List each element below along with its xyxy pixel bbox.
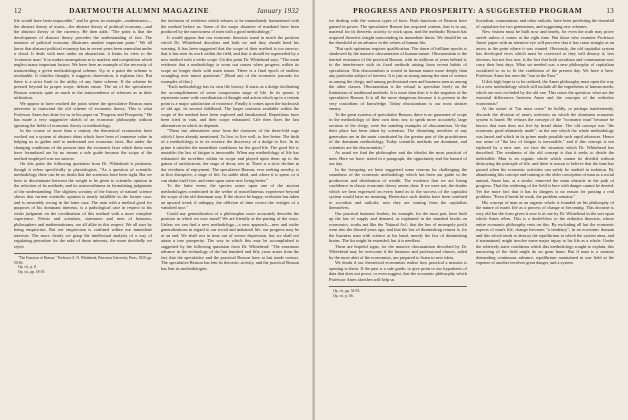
paragraph: If this high hope is to be realized, the Ames philosophy must open the way for a new methodology which will include all the ingredients of human needs, which are now excluded by the old one. This raises the question: what are the essential differences between Ames and the concepts of the orthodox economists? <box>476 78 614 106</box>
paragraph: New visions must be built now and timely, for even the truth may prove sterile unless it comes at the right time. But those who examine Professor Ames' paper with an attentive eye will perceive that it has come straight as an arrow to the point where it was wanted. Obviously, the old capitalist system has developed vices which must be corrected or they will destroy it; less obvious, but not less true, is the fact that both socialism and communism now carry their best days. What we needed was a new philosophy of capitalism socialized so as to fit the conditions of the present day. We have it here. Professor Ames has seen the "star in the East." <box>476 29 614 78</box>
footnotes <box>329 286 467 298</box>
paragraph: At the outset of "his must cease" he boldly, or perhaps inadvertently, discards the division of man's activities on which the dominant economic system is based. He refuses the concept of the "economic man" because he knows that man does not live by bread alone. The old concept was "the economic good ultimately made"; as the one which the whole methodology was based and which in its prime made possible such rapid advances. Hence our sense of "the law of fatigue is inexorable," and if this concept is not replaced by a new one, we face the situation which Dr. Whitehead has described. The weakness of the old concept is that it seeks to divide the indivisible. Man is an organic whole which cannot be divided without destroying the principle of life, and there is reason to believe that the time has passed when his economic activities can safely be studied in isolation. By abandoning this concept and turning to the older conception of man as a social animal, Ames has, at a stroke, removed the main obstacle in the path of progress. That this widening of the field is here with danger cannot be denied. Yet the more fact that it has its dangers is no reason for passing a real problem. "Even if heeds be weak, the problem remains." <box>476 106 614 199</box>
left-page <box>0 0 313 420</box>
paragraph: On this point the following quotation from Dr. Whitehead is pertinent, though it refers specifically to physiologists. "As a question of scientific methodology there can be no doubt that the scientists have been right. But we have to discriminate between the weight to be given to scientific opinion in the selection of its methods, and its trustworthiness in formulating judgments of the understanding. The slightest scrutiny of the history of natural science shows that current scientific opinion is nearly infallible in the former case, and is invariably wrong in the latter case. The man with a method good for purposes of his dominant interests, is a pathological case in respect to his wider judgment on the coordination of this method with a more complete experience. Priests and scientists, statesmen and men of business, philosophers and mathematicians, are all alike in this respect. We all start by being empiricists. But our empiricism is confined within our immediate interests. The more clearly we grasp the intellectual analysis of a way of regulating procedure for the sake of those interests, the more decidedly we reject <box>14 161 152 249</box>
paragraph: We appear to have reached the point where the speculative Reason must intervene to transcend the old scheme of economic theory. This is what Professor Ames has done for us in his paper on "Progress and Prosperity." He has made a very suggestive sketch of an economic philosophy without ignoring the fields of economic theory or methodology. <box>14 100 152 128</box>
right-column-2 <box>476 18 614 414</box>
paragraph: It would appear that our economic theorists stand in much the position which Dr. Whitehead describes and both we and they should heed his warning. It has been suggested that the scope of their method is too narrow; that it has seen its work within the field, and that it should be superseded by a new method with a wider scope. On this point Dr. Whitehead says: "The main evidence that a methodology is worn out comes when progress within its scope no longer deals with main issues. There is a final epoch of endless wrangling over minor questions." (Read any of the economic journals for examples of this.) <box>161 34 299 84</box>
footnote: "The Function of Reason," Professor A. N. Whitehead, Princeton University Press, 1929, pp. 50-60. <box>14 256 152 265</box>
paragraph: Socialism, communism, and other radicals, have been predicting the downfall of capitalism for two generations, and suggesting new schemes. <box>476 18 614 29</box>
left-column-2 <box>161 18 299 414</box>
paragraph: life would have been impossible," and he gives an example—mathematics—the abstract theory of music—the abstract theory of political economy—and the abstract theory of the currency. He then adds: "The point is that the development of abstract theory precedes the understanding of fact. The instance of political economy illustrates another important point." We all know that abstract political economy has in recent years been somewhat under a cloud. It deals with men under an abstraction; it limits its view to the 'economic man.' It so makes assumptions as to markets and competition which neglect many important factors. We have here an example of the necessity of transcending a given methodological scheme. Up to a point the scheme is invaluable. It clarifies thought, it suggests observation, it explains fact. But there is a strict limit to the utility of any finite scheme. If the scheme be pressed beyond its proper scope, defeats ensue. The art of the speculative Reason consists quite as much in the transcendence of schemes as in their utilization. <box>14 18 152 100</box>
paragraph: "Each methodology has its own life history. It starts as a dodge facilitating the accomplishment of some conspicuous stage of life. In its prime, it represents some wide coordination of thought and action which up to a certain point is a major satisfaction of existence. Finally it comes upon the backwash of old age, its second childhood. The larger contrasts available within the scope of the method have been explored and familiarized. Repetitions have been tried in vain, and their scope exhausted. Life then faces the last alternatives in which its depends. <box>161 84 299 128</box>
left-column-1 <box>14 18 152 414</box>
right-page-columns <box>329 18 614 414</box>
paragraph: "These last alternatives arise from the character of the three-fold urge which I have already mentioned. To live, to live well, to live better. The birth of a methodology is in its essence the discovery of a dodge to live. In its prime it satisfies the immediate conditions for the good life. The good life is unstable; the law of fatigue is inexorable. When any methodology of life has exhausted the novelties within its scope and played upon them up to the gamut of satisfactions, the stage of decay sets in. There is a slow decline in the vividness of enjoyment. The speculative Reason, ever seeking novelty, is at first disruptive, a stage of life. Its stable ideal, and where it is spent, or it can shake itself free, and enter upon some new living better." <box>161 128 299 183</box>
paragraph: Our practical business leaders, for example, for the most part, have built up the law of supply and demand, as explained in the standard books on economics, works not like the 'Natural Act'; that the law of monopoly profit went into the discard years ago; and that the law of diminishing returns is, for the business man with science at his hand, merely the law of diminishing brains. The list might be extended, but it is needless. <box>329 210 467 243</box>
running-title: PROGRESS AND PROSPERITY: A SUGGESTED PROGRAM <box>353 6 583 15</box>
right-column-1 <box>329 18 467 414</box>
left-page-columns <box>14 18 299 414</box>
paragraph: for dealing with the various types of facts. Both functions of Reason have gained in power. The speculative Reason has acquired content, that is to say, material for its theoretic activity to work upon, and the methodic Reason has acquired theoretic insight transcending its immediate limits. We should be on the threshold of an advance in the values of human life. <box>329 18 467 45</box>
paragraph: To the latter event, the species raises upon one of the ancient methodologies coniferated in the welter of miscellaneous experience beyond the scope of the old dominant way. If the choice be happy, evolution has taken an upward trend; if unhappy, the oblivion of time covers the vestiges of a vanished race." <box>161 183 299 210</box>
right-page <box>315 0 628 420</box>
paragraph: the inclusion of evidence which refuses to be immediately harmonized with the method before us. Some of the major disasters of mankind have been produced by the narrowness of men with a good methodology." <box>161 18 299 34</box>
paragraph: In the foregoing we have suggested some reasons for challenging the soundness of the economic methodology which has been our guide in the production and distribution of wealth. The evidence that we are losing confidence in classic economic theory seems clear. If we were not, the doubts which we hear expressed on every hand as to the success of the capitalist system would have no meaning. Heretofore such doubts have been confined to socialists and radicals; now they are coming from the capitalists themselves. <box>329 166 467 210</box>
issue-date: January 1932 <box>256 7 299 15</box>
page-number: 12 <box>14 7 22 15</box>
left-page-header <box>14 6 299 15</box>
paragraph: His concept of man as an organic whole is founded on his philosophy of the nature of man's life as a process of change or becoming. This doctrine is very old but the form given it now is at one by Dr. Whitehead in the sort upon which Ames relies. This is a doubt-blow to the orthodox theorists, whose entire economic philosophy rests on this. By excluding all but the economic aspects of man's life, change becomes "a tendency"; in an economic domain and this which tends to destroy the equilibrium at which the system aims, and if maintained, might involve some major injury to his life as a whole. Under the relatively static conditions which this methodology sought to explain, this narrowing of the field might do no great harm. But if man is a creature demanding continuous advance, equilibrium maintained in one field at the expense of another involves great danger, and a system <box>476 199 614 265</box>
right-page-header <box>329 6 614 15</box>
page-number: 13 <box>606 7 614 15</box>
paragraph: "But such optimism requires qualification. The dawn of brilliant epochs is shadowed by the massive obscurantism of human nature. Obscurantism is the inertial resistance of the practical Reason, with its millions of years behind it, to the interference with its fixed methods arising from recent habits of speculation. This obscurantism is rooted in human nature more deeply than any particular subject of interest. It is just as strong among the men of science as among the clergy, and among professional men and business men as among the other classes. Obscurantism is the refusal to speculate freely on the limitations of traditional methods. It is more than that: it is the negation of the speculative Reason. It is all the more dangerous because it is present in the very custodians of knowledge. Today obscurantism is our most sinister enemy. <box>329 45 467 111</box>
footnote: Op. cit., pp. 54-55. <box>333 289 361 293</box>
paragraph: Could any generalization of a philosopher more accurately describe the position in which we now stand? We are literally at the parting of the ways. Unless we can find a new methodology—a new approach—new and wider generalizations in regard to our social and industrial life, our progress may be at an end. We shall rest in time out of severe depression, but we shall not attain a true prosperity. The way in which this may be accomplished is suggested by the following quotation from Dr. Whitehead: "The enormous advance in the technology of the last hundred and fifty years arises from the fact that the speculative and the practical Reason have at last made contact. The speculative Reason has lent its theoretic activity, and the practical Reason has lent its methodologies <box>161 210 299 271</box>
paragraph: As usual we find the philosopher and the idealist the most practical of men. Here we have, stated in a paragraph, the opportunity and the hazard of our day. <box>329 150 467 166</box>
running-title: DARTMOUTH ALUMNI MAGAZINE <box>69 6 210 15</box>
paragraph: We doubt if our theoretical economists realize how practical a mission is opening to them. If the past is a safe guide, to give point to our hypothesis of data that does not prove, or even suggest, that the economic philosophy which Professor Ames sketches will help us <box>329 260 467 282</box>
footnotes <box>14 253 152 274</box>
footnote: Op. cit., p. 66. <box>333 293 354 298</box>
paragraph: In the course of more than a century the theoretical economists have worked out a system of abstract ideas which have been of immense value in helping us to gather and to understand our economic facts. But under the changing conditions of the present time the economic laws which these men have formulated are by no means a safe guide because the scope of the method employed was too narrow. <box>14 128 152 161</box>
paragraph: To the great systems of speculative Reason, there is no guarantee of scope in the methodology of their own time, nor, to speak more accurately, large sections of the clergy, were the standing examples of obscurantism. To-day their place has been taken by scientists. The disturbing novelties of any generation are in the main constituted by the greater part of the practitioners of the dominant methodology. Today scientific methods are dominant, and scientists are the obscurantists." <box>329 111 467 150</box>
paragraph: These are hopeful signs, for the massive obscurantism described by Dr. Whitehead may be overcome if the business and professional classes, aided by the more alert of the economists, are prepared to listen to new ideas. <box>329 243 467 260</box>
footnote: Op. cit., pp. 18-19. <box>18 269 46 274</box>
footnote: Op. cit., p. 8. <box>18 265 37 270</box>
